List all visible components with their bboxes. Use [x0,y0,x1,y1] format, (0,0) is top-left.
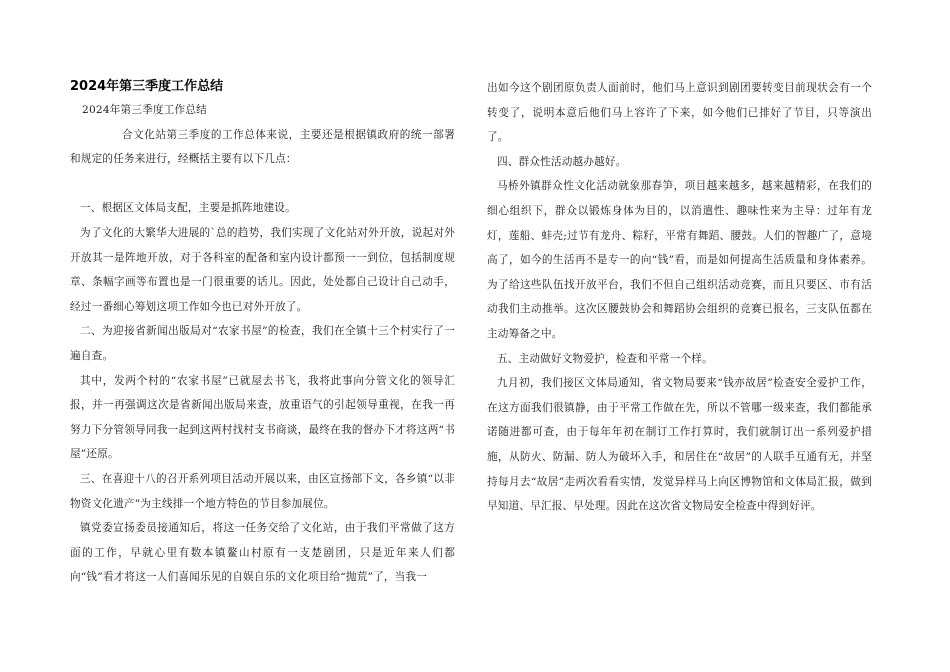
section-heading-3: 三、在喜迎十八的召开系列项目活动开展以来，由区宣扬部下文，各乡镇“以非物资文化遗产”为主线排一个地方特色的节目参加展位。 [70,472,455,510]
section-heading-2: 二、为迎接省新闻出版局对“农家书屋”的检查，我们在全镇十三个村实行了一遍自查。 [70,325,455,362]
paragraph-gap [70,172,455,197]
intro-paragraph: 合文化站第三季度的工作总体来说，主要还是根据镇政府的统一部署和规定的任务来进行，经概括主要有以下几点： [70,128,455,166]
right-column [487,76,872,519]
document-title: 2024年第三季度工作总结 [70,79,224,94]
body-paragraph: 九月初，我们接区文体局通知，省文物局要来“钱亦故居”检查安全爱护工作，在这方面我们很镇静，由于平常工作做在先，所以不管哪一级来查，我们都能承诺随进都可查，由于每年年初在制订工作打算时，我们就制订出一系列爱护措施，从防火、防漏、防人为破坏入手，和居住在“故居”的人联手互通有无，并坚持每月去“故居”走两次看看实情，发觉异样马上向区博物馆和文体局汇报，做到早知道、早汇报、早处理。因此在这次省文物局安全检查中得到好评。 [487,377,872,513]
document-subtitle: 2024年第三季度工作总结 [82,104,207,116]
body-paragraph: 其中，发两个村的“农家书屋”已就屋去书飞，我将此事向分管文化的领导汇报，并一再强调这次是省新闻出版局来查，放重语气的引起领导重视，在我一再努力下分管领导同我一起到这两村找村支书商谈，最终在我的督办下才将这两“书屋”还原。 [70,374,455,461]
section-heading-1: 一、根据区文体局支配，主要是抓阵地建设。 [80,202,296,215]
body-paragraph: 镇党委宣扬委员接通知后，将这一任务交给了文化站，由于我们平常做了这方面的工作，早就心里有数本镇鳌山村原有一支楚剧团，只是近年来人们都向“钱”看才将这一人们喜闻乐见的自娱自乐的文化项目给“抛荒”了，当我一 [70,522,455,584]
body-paragraph: 为了文化的大繁华大进展的`总的趋势，我们实现了文化站对外开放，说起对外开放其一是阵地开放，对于各科室的配备和室内设计都预一一到位，包括制度规章、条幅字画等布置也是一门很重要的话儿。因此，处处都自己设计自己动手，经过一番细心筹划这项工作如今也已对外开放了。 [70,226,455,313]
section-heading-4: 四、群众性活动越办越好。 [497,155,627,168]
body-paragraph: 马桥外镇群众性文化活动就象那春笋，项目越来越多，越来越精彩，在我们的细心组织下，群众以锻炼身体为目的，以消遣性、趣味性来为主导：过年有龙灯，莲船、蚌壳;过节有龙舟、粽籽，平常有舞蹈、腰鼓。人们的智趣广了，意境高了，如今的生活再不是专一的向“钱”看，而是如何提高生活质量和身体素养。为了给这些队伍找开放平台，我们不但自己组织活动竞赛，而且只要区、市有活动我们主动推举。这次区腰鼓协会和舞蹈协会组织的竞赛已报名，三支队伍都在主动筹备之中。 [487,180,872,340]
section-heading-5: 五、主动做好文物爱护，检查和平常一个样。 [497,352,713,365]
body-paragraph-continued: 出如今这个剧团原负责人面前时，他们马上意识到剧团要转变目前现状会有一个转变了，说明本意后他们马上容许了下来，如今他们已排好了节目，只等演出了。 [487,82,872,144]
left-column [70,76,455,590]
